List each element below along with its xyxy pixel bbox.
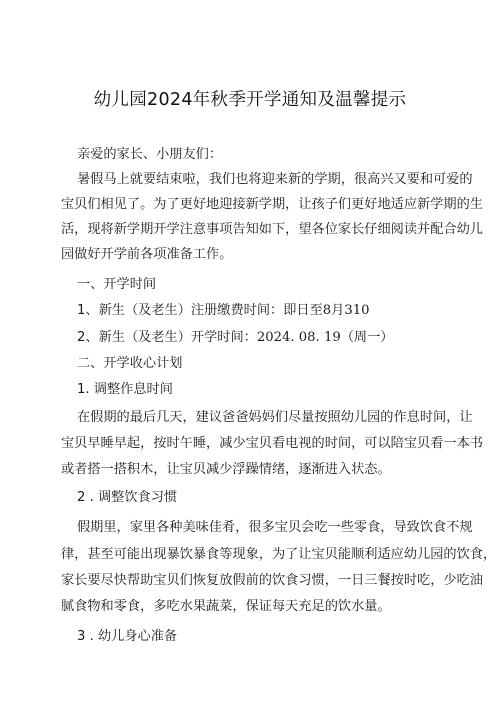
intro-line-2: 宝贝们相见了。为了更好地迎接新学期，让孩子们更好地适应新学期的生 [61, 197, 483, 212]
subsection-2-heading: 2 . 调整饮食习惯 [77, 490, 178, 505]
intro-line-3: 活，现将新学期开学注意事项告知如下，望各位家长仔细阅读并配合幼儿 [61, 222, 483, 237]
subsection-3-heading: 3 . 幼儿身心准备 [77, 629, 178, 644]
section-1-heading: 一、开学时间 [77, 277, 157, 292]
sub2-line-2: 律，甚至可能出现暴饮暴食等现象，为了让宝贝能顺利适应幼儿园的饮食， [61, 547, 497, 562]
registration-time [77, 302, 370, 320]
registration-time-value: 8月310 [322, 303, 370, 318]
greeting: 亲爱的家长、小朋友们： [77, 147, 223, 162]
sub1-line-2: 宝贝早睡早起，按时午睡，减少宝贝看电视的时间，可以陪宝贝看一本书 [61, 436, 483, 451]
sub2-line-3: 家长要尽快帮助宝贝们恢复放假前的饮食习惯，一日三餐按时吃，少吃油 [61, 573, 483, 588]
registration-time-label: 1、新生（及老生）注册缴费时间：即日至 [77, 303, 323, 318]
section-2-heading: 二、开学收心计划 [77, 356, 183, 371]
sub2-line-1: 假期里，家里各种美味佳肴，很多宝贝会吃一些零食，导致饮食不规 [77, 520, 473, 535]
opening-date-label: 2、新生（及老生）开学时间： [77, 330, 257, 345]
sub2-line-4: 腻食物和零食，多吃水果蔬菜，保证每天充足的饮水量。 [61, 599, 391, 614]
subsection-1-heading: 1. 调整作息时间 [77, 382, 173, 397]
sub1-line-3: 或者搭一搭积木，让宝贝减少浮躁情绪，逐渐进入状态。 [61, 462, 391, 477]
sub1-line-1: 在假期的最后几天，建议爸爸妈妈们尽量按照幼儿园的作息时间，让 [77, 410, 473, 425]
opening-date-value: 2024. 08. 19 [256, 330, 341, 345]
intro-line-4: 园做好开学前各项准备工作。 [61, 247, 233, 262]
opening-date-weekday: （周一） [340, 330, 394, 345]
page-title: 幼儿园2024年秋季开学通知及温馨提示 [93, 90, 407, 110]
opening-date [77, 329, 393, 347]
intro-line-1: 暑假马上就要结束啦，我们也将迎来新的学期，很高兴又要和可爱的 [77, 172, 473, 187]
